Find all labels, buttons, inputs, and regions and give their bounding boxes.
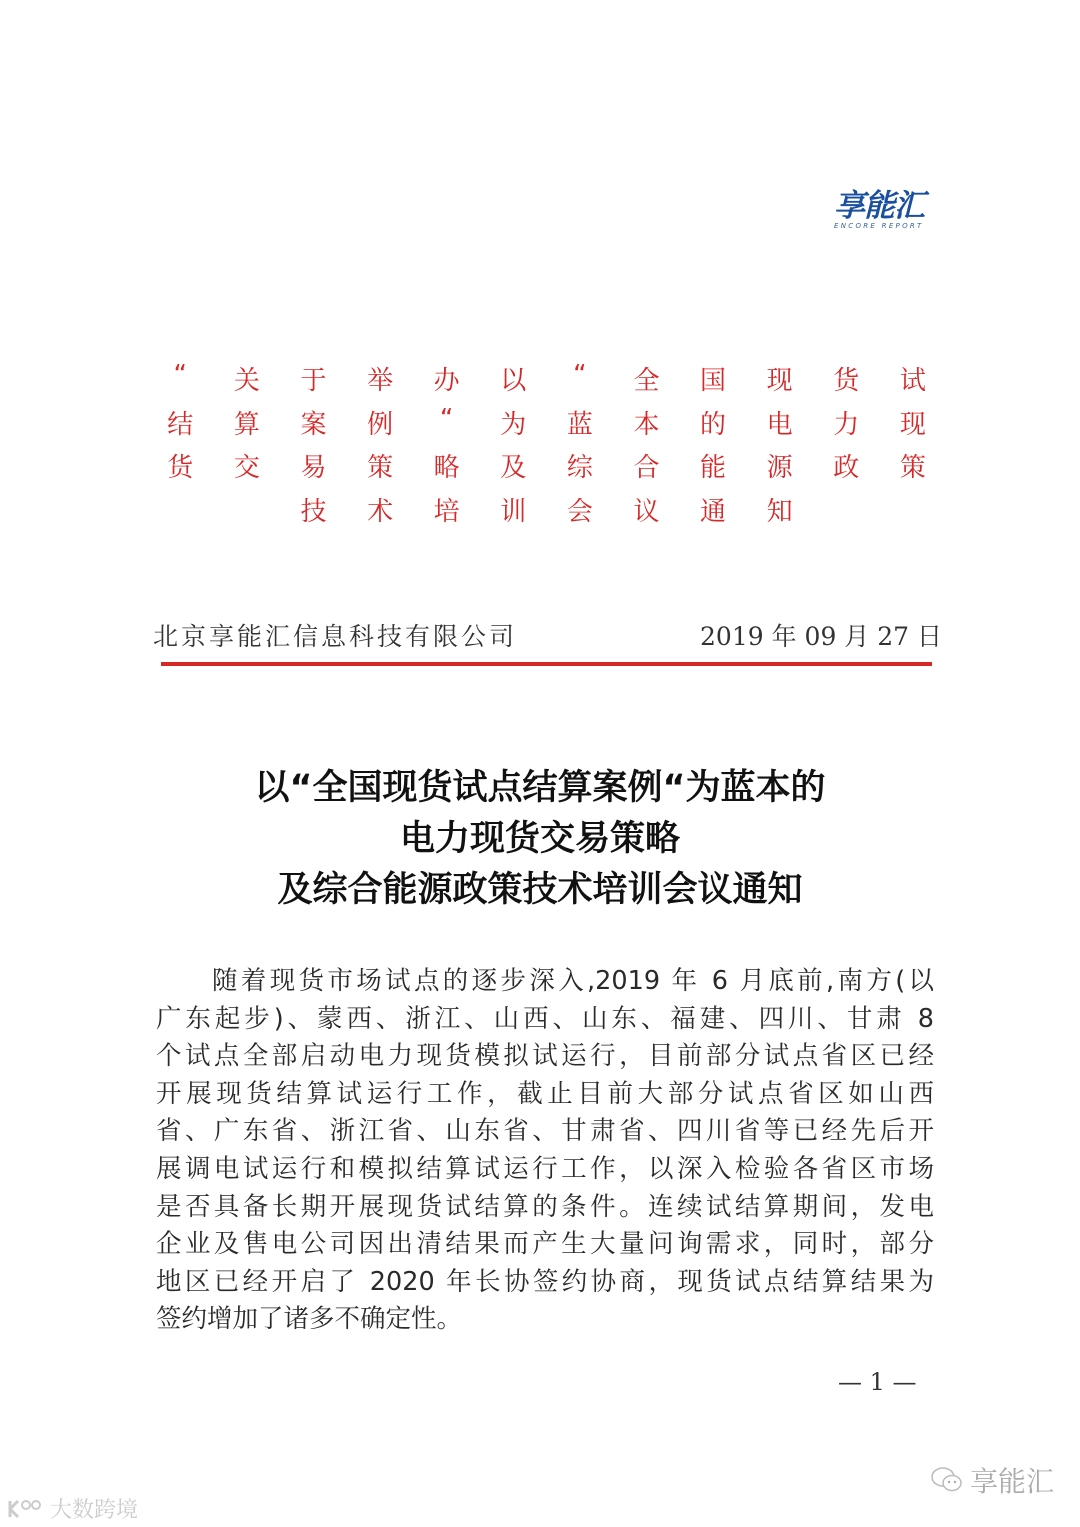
body-line: 随着现货市场试点的逐步深入,2019 年 6 月底前,南方(以: [212, 966, 934, 996]
red-header-char: 能: [700, 453, 727, 484]
red-header-char: 办: [433, 366, 460, 396]
body-line: 开展现货结算试运行工作，截止目前大部分试点省区如山西: [156, 1078, 934, 1109]
title-line: 电力现货交易策略: [399, 819, 680, 859]
red-header-char: 现: [766, 366, 793, 396]
red-header-char: 力: [833, 409, 860, 440]
red-header-char: 议: [633, 497, 660, 528]
document-title: [0, 763, 1080, 916]
red-header-char: 试: [899, 366, 926, 396]
body-line: 企业及售电公司因出清结果而产生大量问询需求，同时，部分: [156, 1229, 934, 1260]
company-logo: [834, 190, 946, 230]
red-header-char: 于: [300, 366, 327, 396]
red-header-char: 案: [300, 409, 327, 440]
source-watermark: [6, 1493, 138, 1524]
logo-text: 享能汇: [834, 188, 924, 224]
red-header-char: 以: [500, 366, 527, 396]
red-header-char: 举: [367, 366, 394, 396]
red-header-char: 略: [433, 453, 460, 484]
red-header-char: [880, 491, 947, 535]
body-line: 地区已经开启了 2020 年长协签约协商，现货试点结算结果为: [156, 1266, 934, 1297]
red-header-char: “: [173, 360, 188, 390]
red-header-char: [147, 491, 214, 535]
red-header-row: [147, 404, 947, 448]
wechat-icon: [930, 1465, 964, 1495]
red-header-char: 培: [433, 497, 460, 528]
red-header-title: [147, 360, 947, 535]
red-header-char: 的: [700, 409, 727, 440]
red-header-char: 关: [233, 366, 260, 396]
red-header-row: [147, 491, 947, 535]
title-line: 及综合能源政策技术培训会议通知: [277, 870, 803, 910]
red-header-char: 结: [167, 409, 194, 440]
brand-icon: [6, 1497, 46, 1521]
red-header-char: 电: [766, 409, 793, 440]
red-header-char: “: [439, 403, 454, 434]
body-line: 个试点全部启动电力现货模拟试运行，目前部分试点省区已经: [156, 1041, 934, 1072]
red-header-row: [147, 360, 947, 404]
red-header-char: 综: [566, 453, 593, 484]
title-line: 以“全国现货试点结算案例“为蓝本的: [254, 768, 826, 808]
red-header-char: 例: [367, 409, 394, 440]
red-header-char: 全: [633, 366, 660, 396]
body-line: 是否具备长期开展现货试结算的条件。连续试结算期间，发电: [156, 1191, 934, 1222]
red-header-char: [813, 491, 880, 535]
page-number: — 1 —: [838, 1368, 917, 1396]
body-line: 展调电试运行和模拟结算试运行工作，以深入检验各省区市场: [156, 1153, 934, 1184]
body-line: 广东起步)、蒙西、浙江、山西、山东、福建、四川、甘肃 8: [156, 1003, 934, 1034]
body-line: 省、广东省、浙江省、山东省、甘肃省、四川省等已经先后开: [156, 1116, 934, 1147]
red-header-char: “: [573, 360, 587, 390]
red-header-char: 本: [633, 409, 660, 440]
red-header-char: 技: [300, 497, 327, 528]
red-header-char: 易: [300, 453, 327, 484]
red-header-char: 政: [833, 453, 860, 484]
red-header-char: 国: [700, 366, 727, 396]
red-header-char: 通: [700, 497, 727, 528]
red-header-char: 训: [500, 497, 527, 528]
red-header-char: 算: [233, 409, 260, 440]
red-header-char: 为: [500, 409, 527, 440]
red-header-char: [214, 491, 281, 535]
red-header-char: 源: [766, 453, 793, 484]
logo-subtitle: ENCORE REPORT: [834, 222, 924, 230]
watermark-text: 大数跨境: [50, 1498, 139, 1523]
watermark-text: 享能汇: [970, 1465, 1055, 1498]
red-header-char: 术: [367, 497, 394, 528]
issuer-name: 北京享能汇信息科技有限公司: [153, 622, 518, 651]
red-header-char: 会: [566, 497, 593, 528]
body-paragraph: [156, 963, 934, 1339]
red-header-char: 及: [500, 453, 527, 484]
red-header-char: 货: [167, 453, 194, 484]
body-line: 签约增加了诸多不确定性。: [156, 1304, 463, 1335]
wechat-watermark: [930, 1460, 1054, 1500]
red-header-char: 现: [899, 409, 926, 440]
red-header-char: 交: [233, 453, 260, 484]
red-header-char: 策: [367, 453, 394, 484]
red-header-char: 合: [633, 453, 660, 484]
red-header-char: 知: [766, 497, 793, 528]
red-header-char: 货: [833, 366, 860, 396]
red-divider: [161, 662, 932, 666]
red-header-char: 蓝: [566, 409, 593, 440]
red-header-char: 策: [899, 453, 926, 484]
red-header-row: [147, 447, 947, 491]
issue-date: 2019 年 09 月 27 日: [700, 622, 942, 651]
